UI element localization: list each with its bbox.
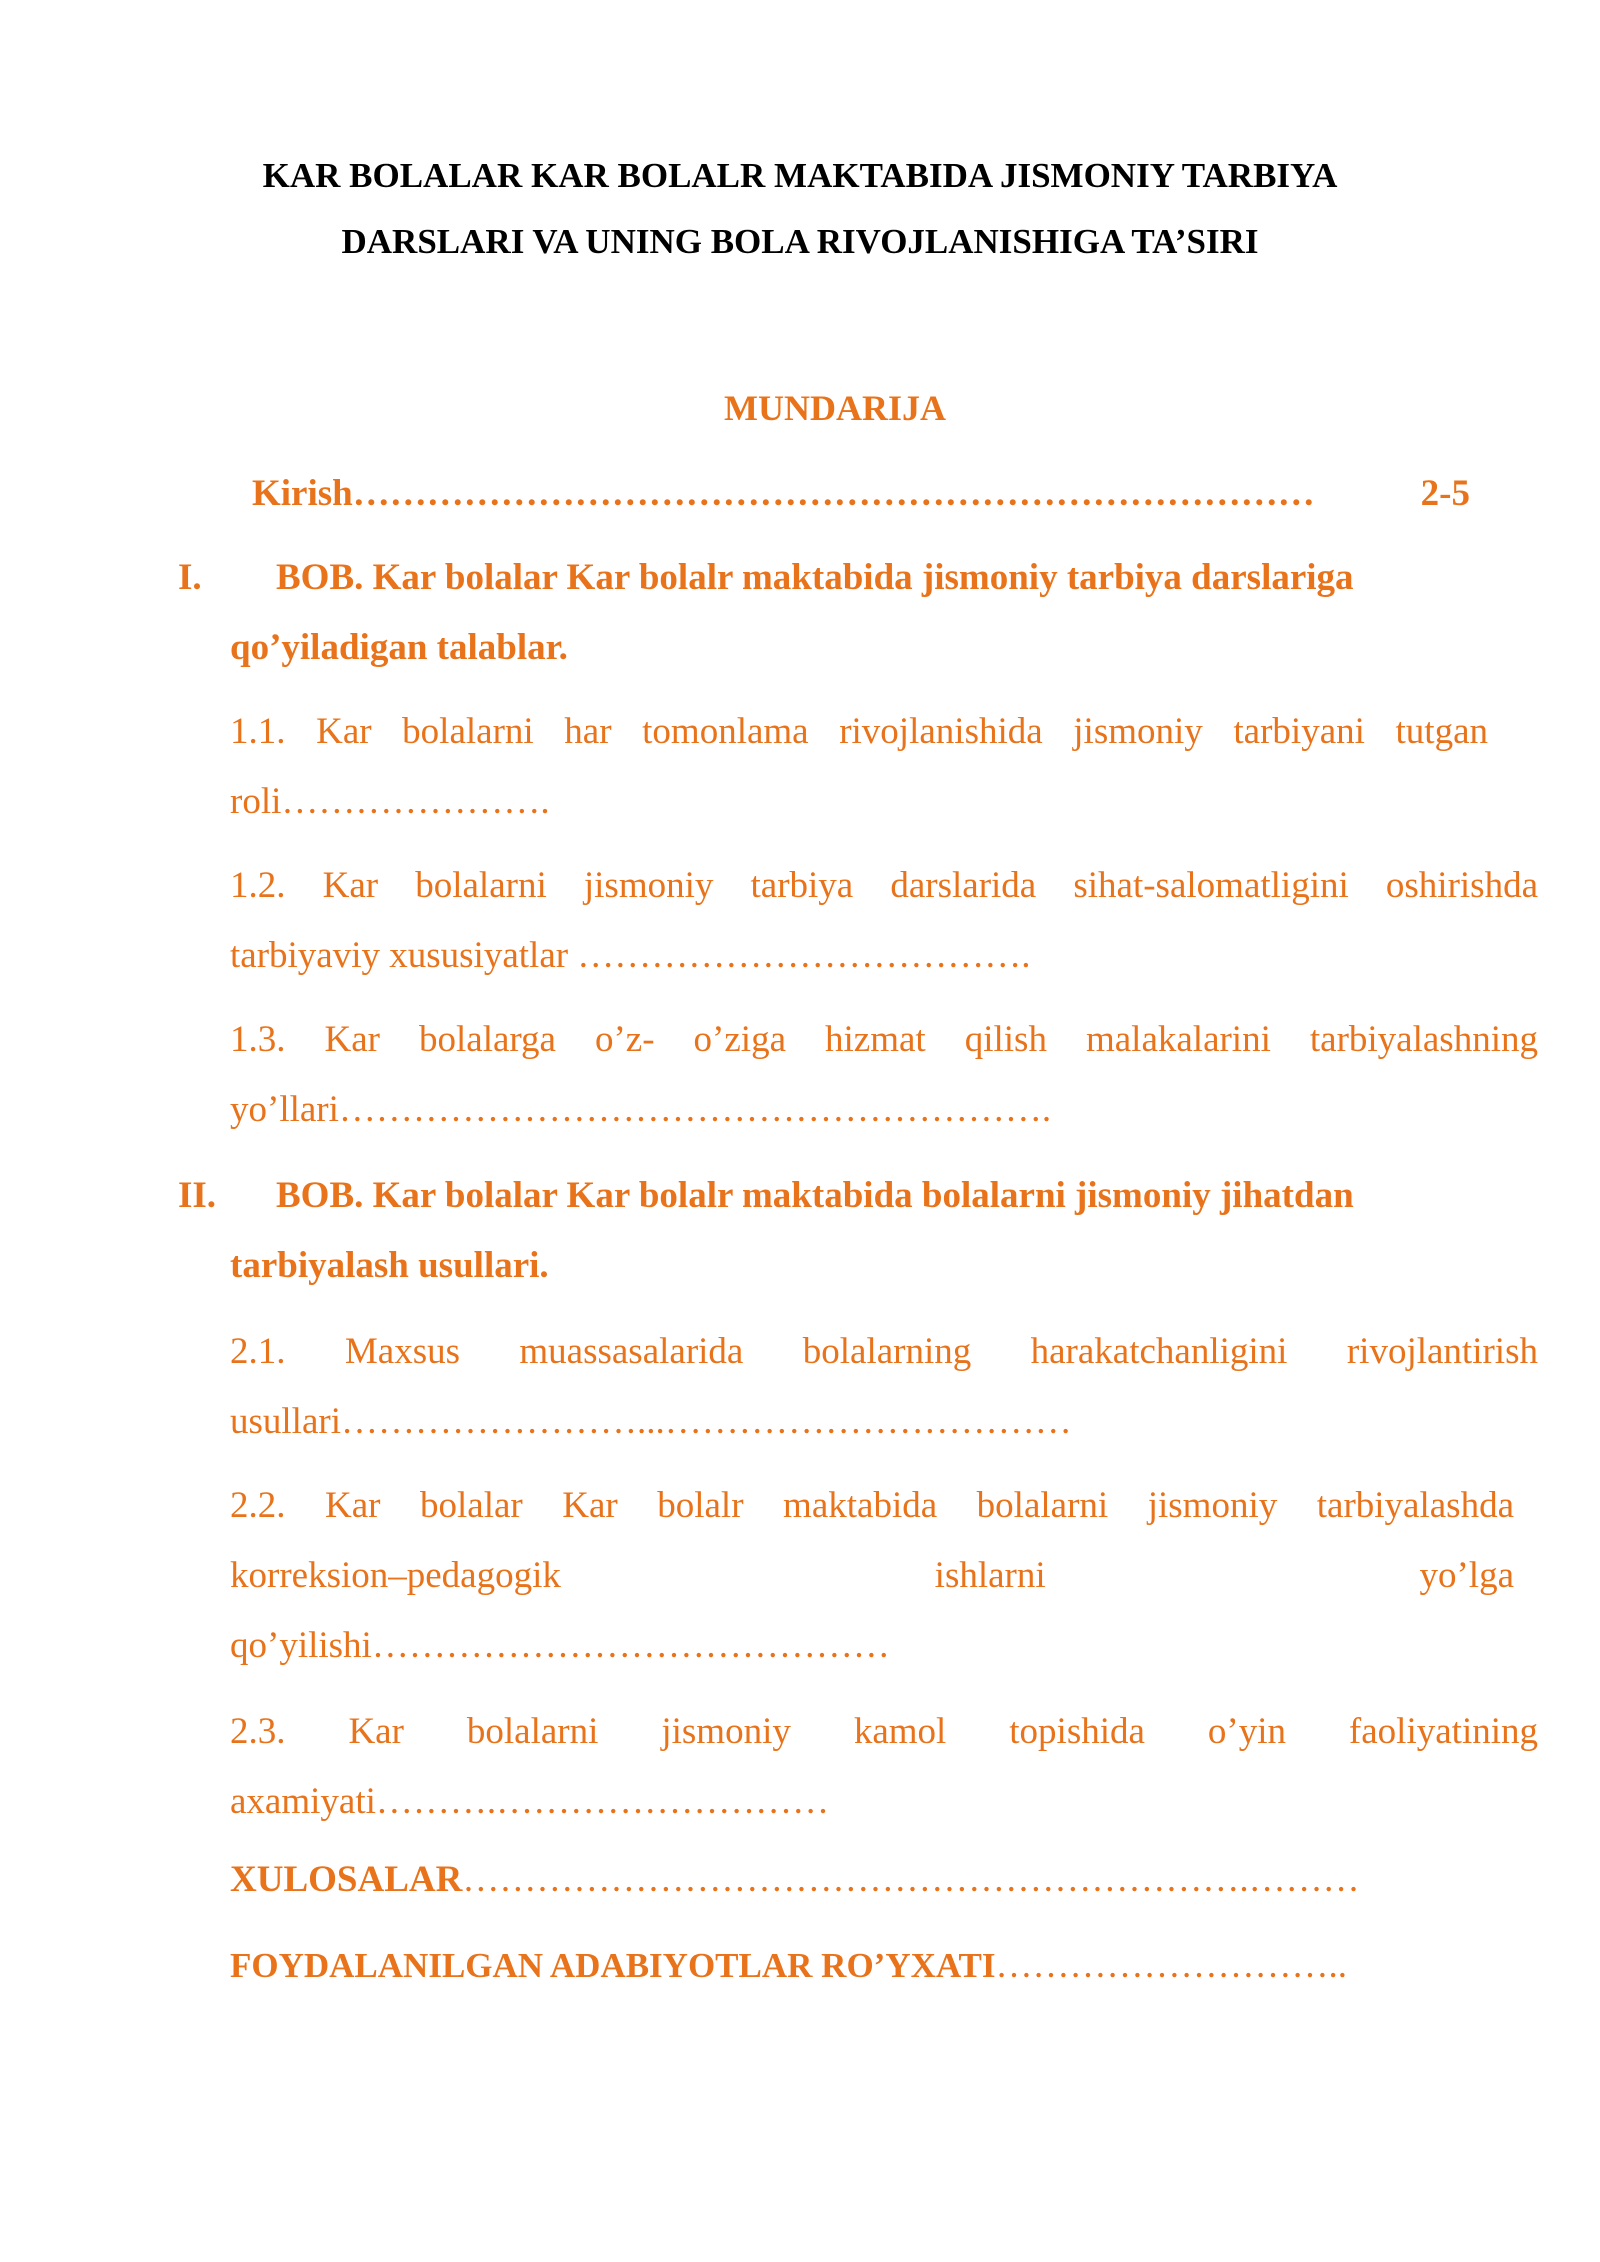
section-2-1-line-1[interactable]: 2.1. Maxsus muassasalarida bolalarning harakatchanligini rivojlantirish	[230, 1331, 1538, 1372]
toc-references-label: FOYDALANILGAN ADABIYOTLAR RO’YXATI	[230, 1946, 996, 1985]
chapter-2-title-line-1[interactable]: BOB. Kar bolalar Kar bolalr maktabida bolalarni jismoniy jihatdan	[276, 1175, 1354, 1216]
section-2-1-line-2[interactable]: usullari……………………...……………………………	[230, 1401, 1072, 1442]
section-1-1-line-2[interactable]: roli………………….	[230, 781, 550, 822]
section-2-2-line-2[interactable]: korreksion–pedagogik ishlarni yo’lga	[230, 1555, 1514, 1596]
document-title-line-2: DARSLARI VA UNING BOLA RIVOJLANISHIGA TA’SIRI	[341, 222, 1259, 261]
section-1-3-line-1[interactable]: 1.3. Kar bolalarga o’z- o’ziga hizmat qilish malakalarini tarbiyalashning	[230, 1019, 1538, 1060]
toc-entry-references[interactable]	[230, 1946, 1347, 1986]
section-1-3-line-2[interactable]: yo’llari………………………………………………….	[230, 1089, 1052, 1130]
section-1-2-line-1[interactable]: 1.2. Kar bolalarni jismoniy tarbiya darslarida sihat-salomatligini oshirishda	[230, 865, 1538, 906]
chapter-1-title-line-2[interactable]: qo’yiladigan talablar.	[230, 627, 568, 668]
toc-conclusions-dots: ……………………………………………………….………	[462, 1859, 1360, 1900]
section-1-2-line-2[interactable]: tarbiyaviy xususiyatlar ……………………………….	[230, 935, 1031, 976]
section-2-3-line-1[interactable]: 2.3. Kar bolalarni jismoniy kamol topishida o’yin faoliyatining	[230, 1711, 1538, 1752]
contents-heading: MUNDARIJA	[724, 388, 946, 428]
toc-references-dots: ………………………..	[995, 1945, 1348, 1986]
toc-intro-dots: ……………………………………………………………………	[352, 474, 1315, 514]
chapter-1-title-line-1[interactable]: BOB. Kar bolalar Kar bolalr maktabida jismoniy tarbiya darslariga	[276, 557, 1354, 598]
section-2-2-line-1[interactable]: 2.2. Kar bolalar Kar bolalr maktabida bolalarni jismoniy tarbiyalashda	[230, 1485, 1514, 1526]
toc-intro-pages: 2-5	[1420, 473, 1470, 514]
chapter-2-number: II.	[178, 1175, 217, 1216]
toc-conclusions-label: XULOSALAR	[230, 1859, 463, 1900]
section-2-3-line-2[interactable]: axamiyati……….………………………	[230, 1781, 830, 1822]
toc-intro-label: Kirish	[252, 473, 353, 514]
document-title-line-1: KAR BOLALAR KAR BOLALR MAKTABIDA JISMONIY TARBIYA	[262, 156, 1338, 195]
toc-entry-conclusions[interactable]	[230, 1860, 1360, 1900]
chapter-2-title-line-2[interactable]: tarbiyalash usullari.	[230, 1245, 549, 1286]
chapter-1-number: I.	[178, 557, 202, 598]
section-2-2-line-3[interactable]: qo’yilishi……………………………………	[230, 1625, 890, 1666]
toc-entry-intro[interactable]	[252, 474, 1470, 514]
section-1-1-line-1[interactable]: 1.1. Kar bolalarni har tomonlama rivojlanishida jismoniy tarbiyani tutgan	[230, 711, 1488, 752]
